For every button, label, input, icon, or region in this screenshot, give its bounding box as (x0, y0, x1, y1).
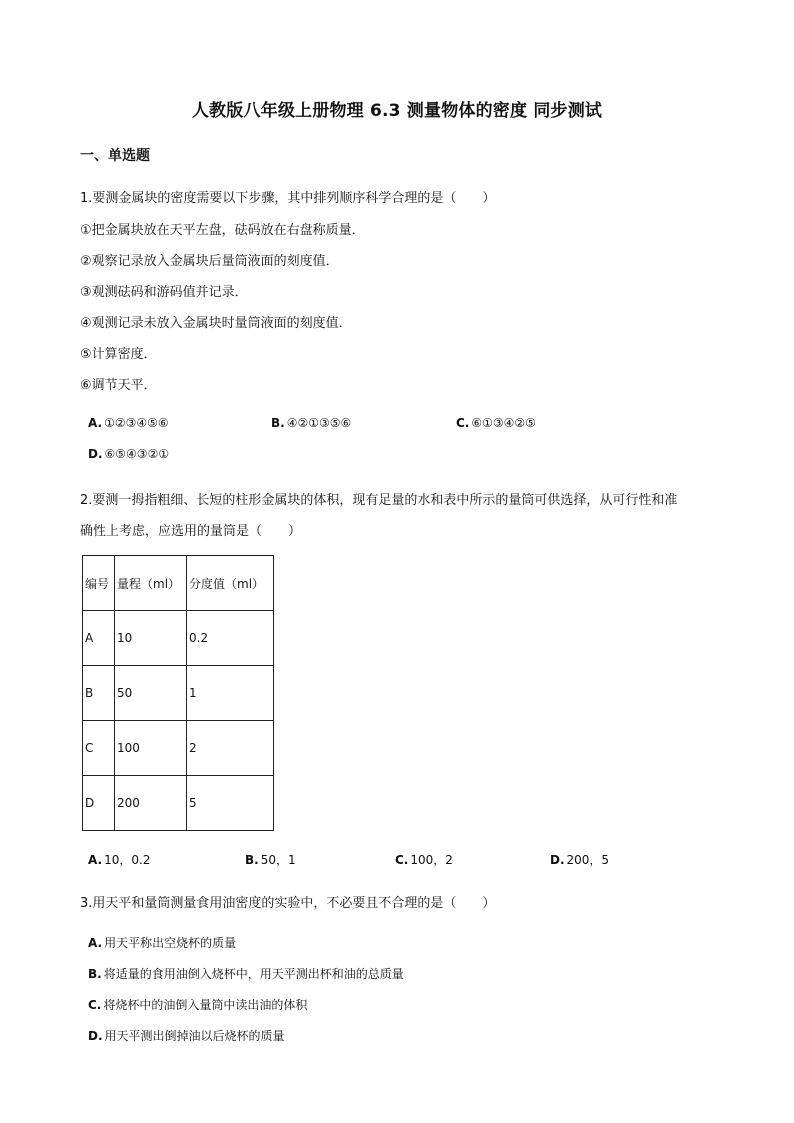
option-label: A. (88, 416, 103, 430)
q2-option-d[interactable] (550, 851, 609, 868)
q2-stem-line-2: 确性上考虑，应选用的量筒是（ ） (80, 524, 302, 539)
table-cell: 50 (115, 666, 187, 721)
table-header-row (83, 556, 274, 611)
q1-option-a[interactable] (88, 416, 169, 430)
option-label: D. (550, 853, 565, 867)
table-header-cell: 编号 (83, 556, 115, 611)
q3-option-b[interactable] (88, 965, 404, 982)
option-text: 100，2 (410, 853, 453, 867)
q2-option-c[interactable] (395, 851, 453, 868)
q1-option-d[interactable] (88, 447, 169, 461)
q3-stem: 3.用天平和量筒测量食用油密度的实验中，不必要且不合理的是（ ） (80, 896, 496, 911)
option-text: 用天平测出倒掉油以后烧杯的质量 (104, 1029, 285, 1043)
table-cell: D (83, 776, 115, 831)
q3-option-d[interactable] (88, 1027, 285, 1044)
q2-option-a[interactable] (88, 851, 150, 868)
option-label: A. (88, 853, 103, 867)
q1-step-6: ⑥调节天平． (80, 378, 157, 393)
option-label: C. (88, 998, 102, 1012)
q3-option-a[interactable] (88, 934, 236, 951)
table-row (83, 611, 274, 666)
table-header-cell: 分度值（ml） (187, 556, 274, 611)
table-row (83, 666, 274, 721)
table-cell: 10 (115, 611, 187, 666)
option-text: ⑥①③④②⑤ (471, 416, 536, 430)
q1-step-3: ③观测砝码和游码值并记录． (80, 285, 248, 300)
option-text: 200，5 (566, 853, 610, 867)
option-text: 将烧杯中的油倒入量筒中读出油的体积 (103, 998, 308, 1012)
table-row (83, 776, 274, 831)
page-title: 人教版八年级上册物理 6.3 测量物体的密度 同步测试 (191, 101, 603, 121)
option-label: C. (456, 416, 470, 430)
q1-step-4: ④观测记录未放入金属块时量筒液面的刻度值． (80, 316, 352, 331)
option-text: 50，1 (260, 853, 296, 867)
section-heading: 一、单选题 (80, 148, 150, 164)
table-cell: B (83, 666, 115, 721)
option-label: D. (88, 447, 103, 461)
table-cell: 5 (187, 776, 274, 831)
q2-stem-line-1: 2.要测一拇指粗细、长短的柱形金属块的体积，现有足量的水和表中所示的量筒可供选择，从可行性和准 (80, 493, 678, 508)
q1-step-2: ②观察记录放入金属块后量筒液面的刻度值． (80, 254, 339, 269)
table-cell: 2 (187, 721, 274, 776)
q1-step-1: ①把金属块放在天平左盘，砝码放在右盘称质量． (80, 223, 365, 238)
option-label: A. (88, 936, 103, 950)
option-label: B. (271, 416, 285, 430)
option-text: 用天平称出空烧杯的质量 (104, 936, 237, 950)
q1-option-c[interactable] (456, 416, 536, 430)
q1-step-5: ⑤计算密度． (80, 347, 157, 362)
option-label: C. (395, 853, 409, 867)
table-cell: 100 (115, 721, 187, 776)
option-text: ⑥⑤④③②① (104, 447, 170, 461)
option-text: 将适量的食用油倒入烧杯中，用天平测出杯和油的总质量 (103, 967, 404, 981)
option-text: 10，0.2 (104, 853, 151, 867)
option-text: ④②①③⑤⑥ (286, 416, 352, 430)
option-label: B. (245, 853, 259, 867)
table-cell: 1 (187, 666, 274, 721)
q3-option-c[interactable] (88, 996, 307, 1013)
q1-option-b[interactable] (271, 416, 351, 430)
option-text: ①②③④⑤⑥ (104, 416, 169, 430)
table-cell: 0.2 (187, 611, 274, 666)
option-label: B. (88, 967, 102, 981)
table-cell: A (83, 611, 115, 666)
option-label: D. (88, 1029, 103, 1043)
table-row (83, 721, 274, 776)
table-header-cell: 量程（ml） (115, 556, 187, 611)
graduated-cylinder-table (82, 555, 274, 831)
table-cell: 200 (115, 776, 187, 831)
table-cell: C (83, 721, 115, 776)
q1-stem: 1.要测金属块的密度需要以下步骤，其中排列顺序科学合理的是（ ） (80, 191, 496, 206)
q2-option-b[interactable] (245, 851, 296, 868)
